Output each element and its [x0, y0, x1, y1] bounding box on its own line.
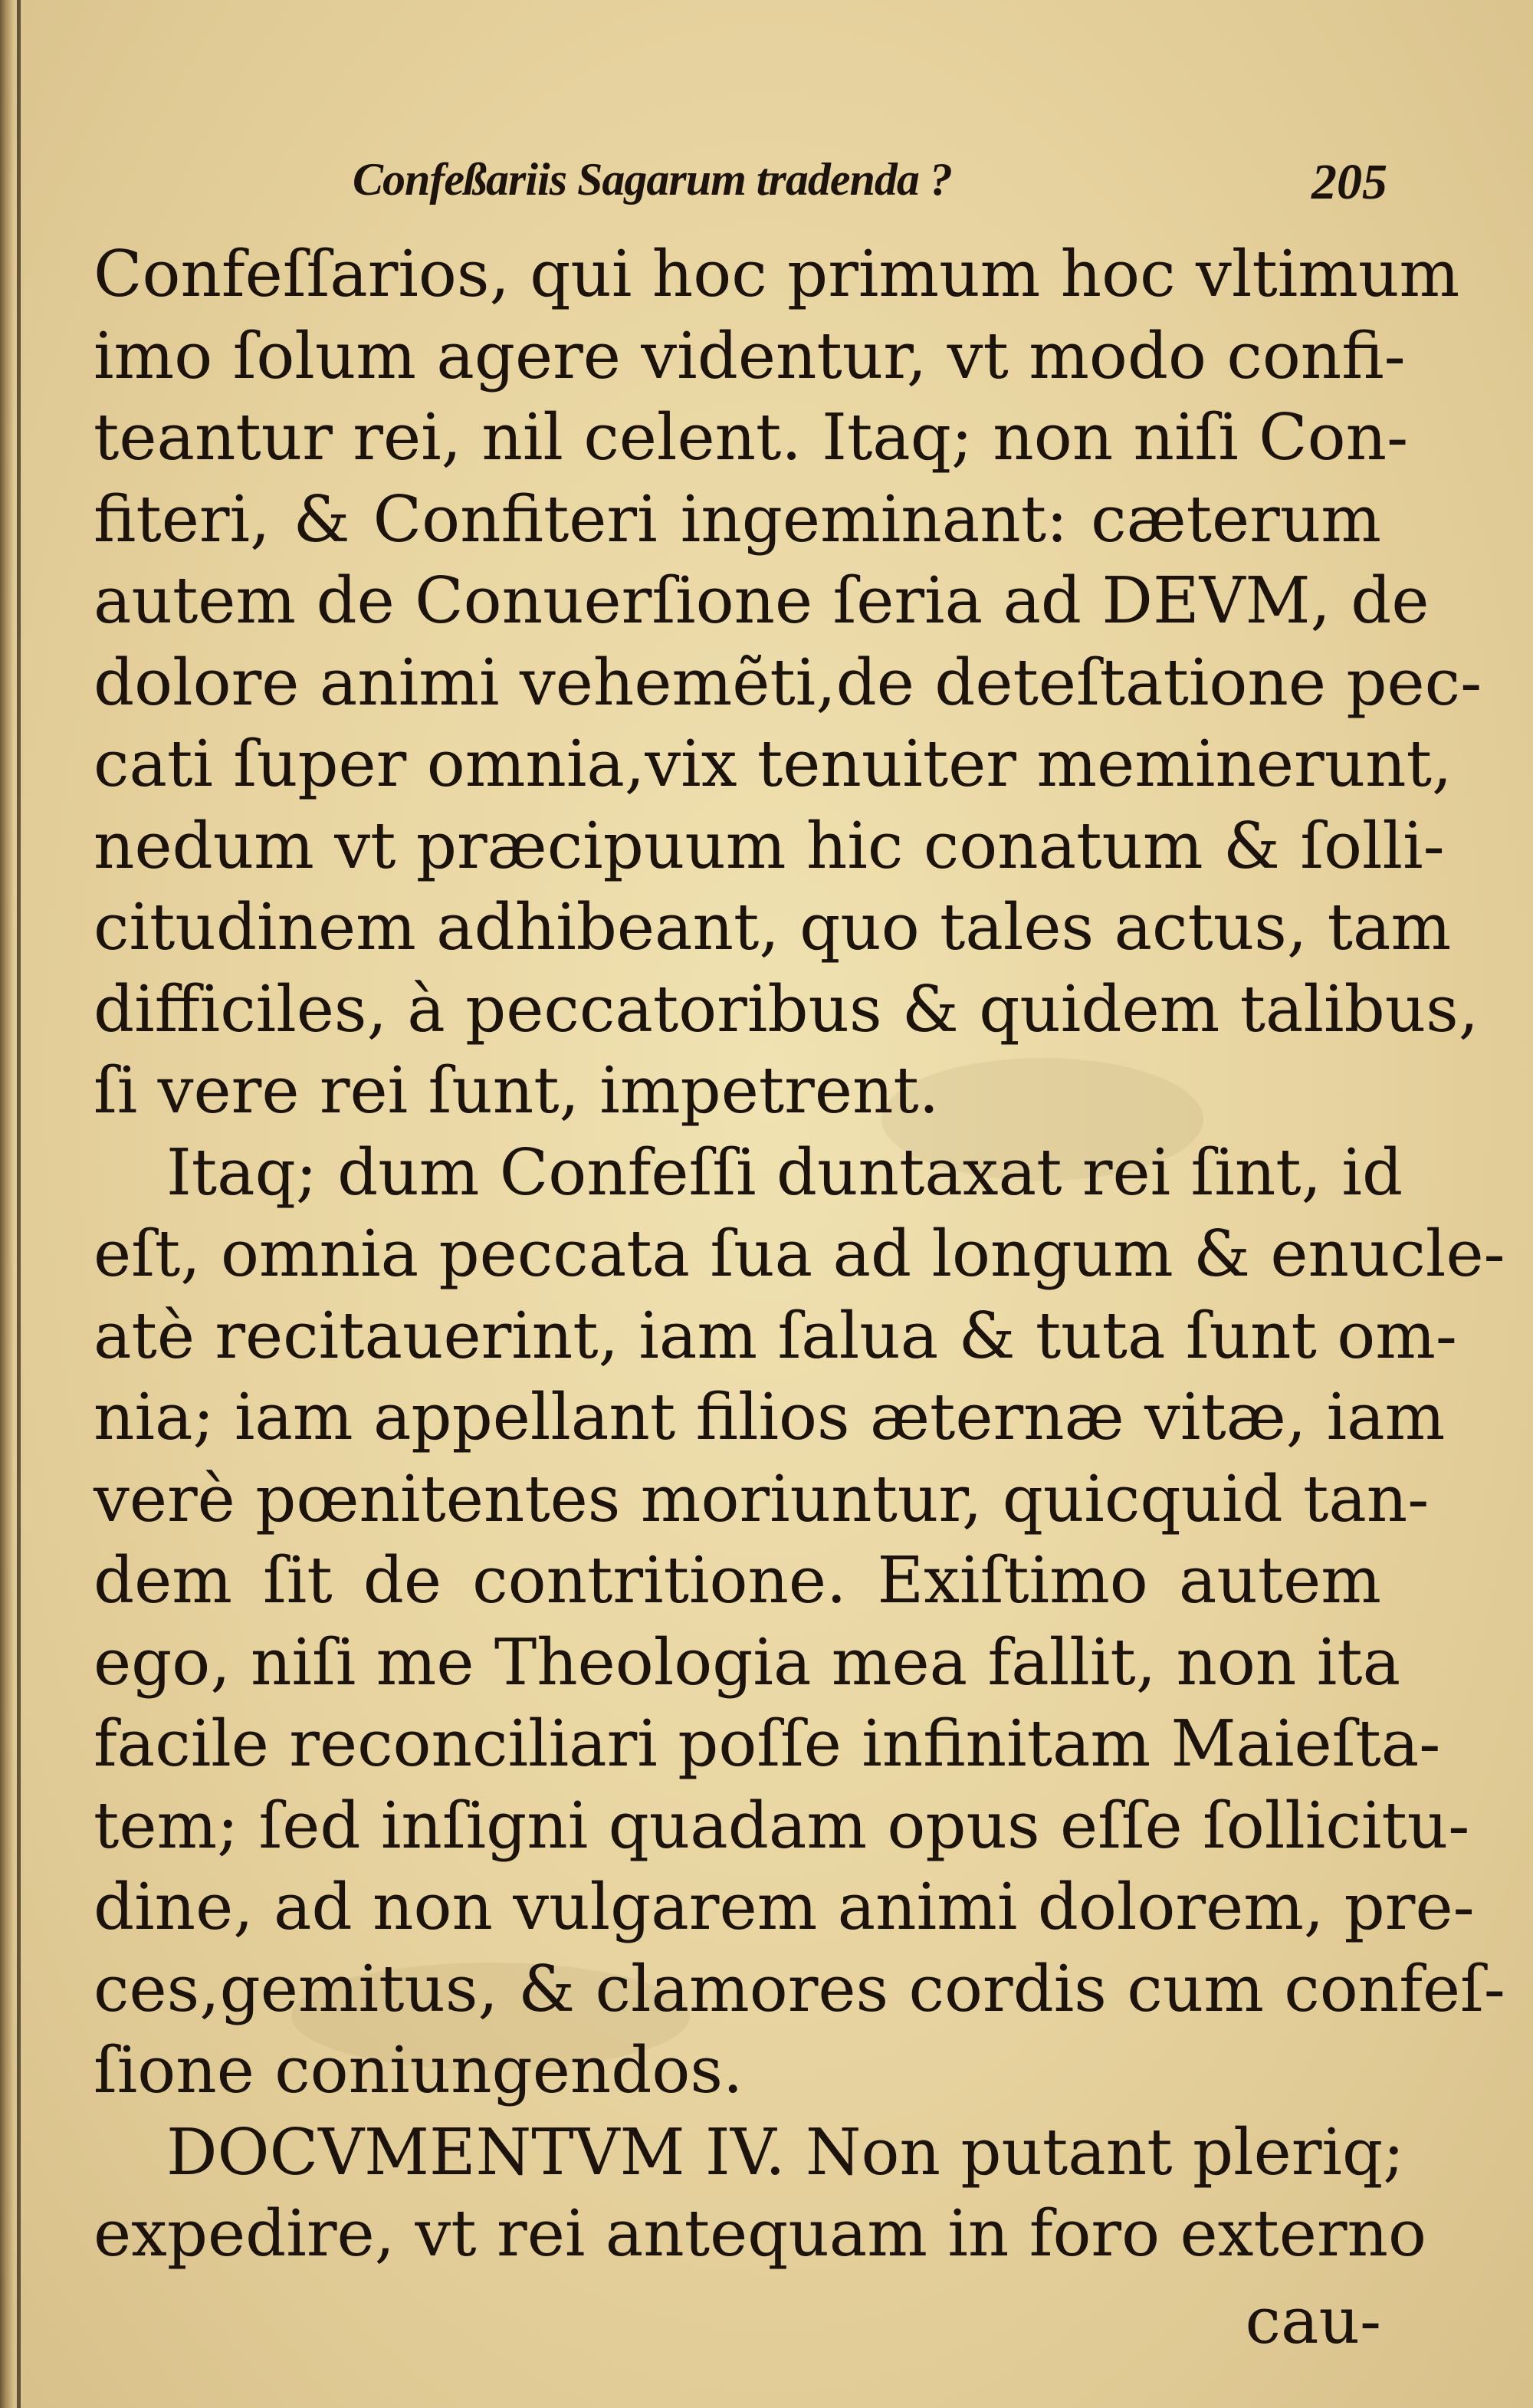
- text-line: Itaq; dum Confeſſi duntaxat rei ſint, id: [166, 1135, 1403, 1210]
- body-text: [94, 234, 1505, 2275]
- text-line: dolore animi vehemẽti,de deteſtatione pec-: [94, 645, 1482, 720]
- text-line: autem de Conuerſione ſeria ad DEVM, de: [94, 563, 1430, 638]
- text-line: citudinem adhibeant, quo tales actus, tam: [94, 890, 1452, 964]
- text-line: dine, ad non vulgarem animi dolorem, pre-: [94, 1870, 1475, 1944]
- running-head-title: Confeßariis Sagarum tradenda ?: [353, 154, 952, 205]
- text-line: dem ſit de contritione. Exiſtimo autem: [94, 1543, 1381, 1618]
- text-line: expedire, vt rei antequam in foro externo: [94, 2196, 1426, 2271]
- text-line: nia; iam appellant filios æternæ vitæ, iam: [94, 1380, 1446, 1454]
- margin-rule: [17, 0, 21, 2408]
- text-line: ſi vere rei ſunt, impetrent.: [94, 1053, 940, 1128]
- text-line: ego, niſi me Theologia mea fallit, non ita: [94, 1624, 1401, 1700]
- text-line: facile reconciliari poſſe infinitam Maieſta-: [94, 1707, 1441, 1781]
- text-line: difficiles, à peccatoribus & quidem talibus,: [94, 971, 1479, 1046]
- text-line: Confeſſarios, qui hoc primum hoc vltimum: [94, 237, 1460, 311]
- text-line: tem; ſed inſigni quadam opus eſſe ſollicitu-: [94, 1788, 1470, 1863]
- text-line: eſt, omnia peccata ſua ad longum & enucle-: [94, 1217, 1505, 1291]
- text-line: DOCVMENTVM IV. Non putant pleriq;: [166, 2114, 1405, 2190]
- text-line: cati ſuper omnia,vix tenuiter meminerunt,: [94, 727, 1453, 801]
- text-line: nedum vt præcipuum hic conatum & ſolli-: [94, 808, 1445, 883]
- text-line: imo ſolum agere videntur, vt modo confi-: [94, 318, 1406, 393]
- binding-edge: [0, 0, 14, 2408]
- text-line: ces,gemitus, & clamores cordis cum confeſ-: [94, 1951, 1505, 2026]
- catchword: cau-: [1245, 2284, 1381, 2358]
- text-line: verè pœnitentes moriuntur, quicquid tan-: [94, 1461, 1430, 1536]
- text-line: fiteri, & Confiteri ingeminant: cæterum: [94, 481, 1381, 557]
- running-head: [92, 153, 1387, 222]
- text-line: atè recitauerint, iam ſalua & tuta ſunt om-: [94, 1298, 1457, 1373]
- page-number: 205: [1311, 154, 1387, 210]
- text-line: ſione coniungendos.: [94, 2033, 744, 2107]
- text-line: teantur rei, nil celent. Itaq; non niſi Con-: [94, 400, 1409, 475]
